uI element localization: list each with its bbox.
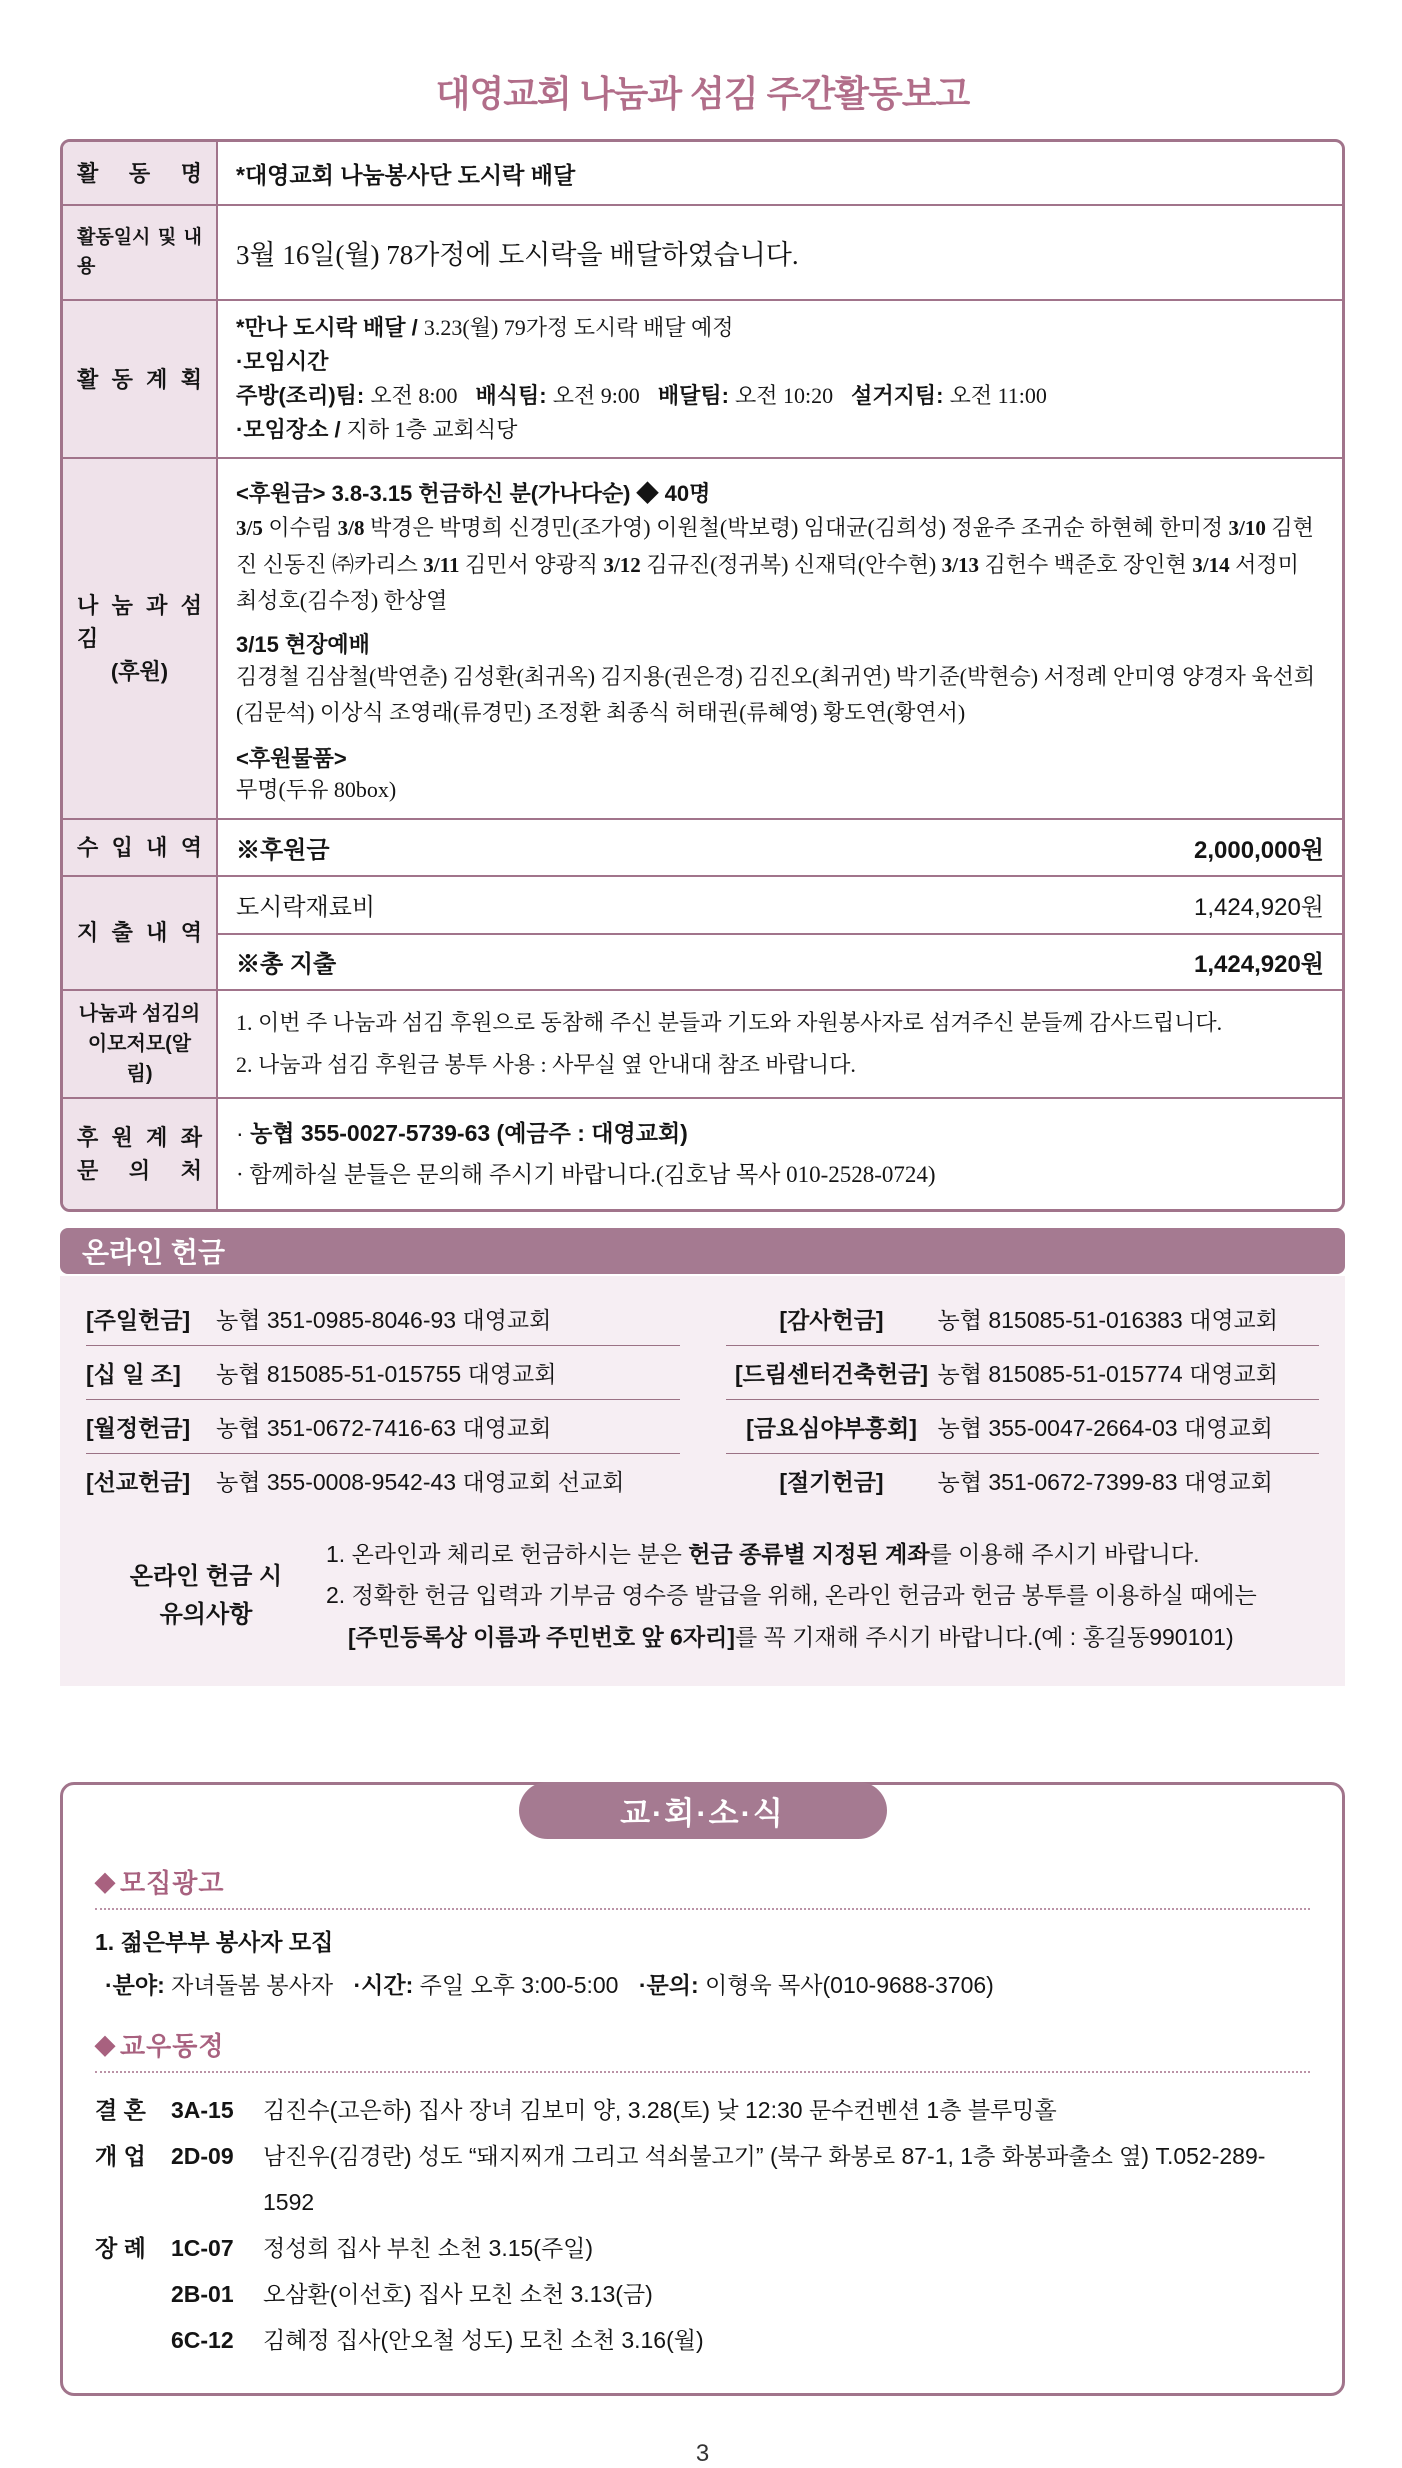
church-news-box (60, 1782, 1345, 2396)
income-value (218, 820, 1342, 875)
row-sharing (63, 457, 1342, 818)
onsite-worship-heading: 3/15 현장예배 (236, 631, 370, 657)
sharing-value (218, 459, 1342, 818)
notice-text (326, 1534, 1319, 1658)
diamond-icon: ◆ (95, 2029, 116, 2060)
online-accounts-right (726, 1292, 1320, 1508)
activity-plan-label: 활 동 계 획 (63, 301, 218, 457)
news-row-funeral-1: 장 례 1C-07 정성희 집사 부친 소천 3.15(주일) (95, 2235, 594, 2262)
page-title: 대영교회 나눔과 섬김 주간활동보고 (435, 73, 970, 114)
announcements-value (218, 991, 1342, 1097)
account-row-friday-revival: [금요심야부흥회] 농협 355-0047-2664-03 대영교회 (726, 1400, 1320, 1454)
account-row-monthly: [월정헌금] 농협 351-0672-7416-63 대영교회 (86, 1400, 680, 1454)
weekly-report-table (60, 139, 1345, 1212)
account-row-seasonal: [절기헌금] 농협 351-0672-7399-83 대영교회 (779, 1469, 1273, 1496)
account-row-mission: [선교헌금] 농협 355-0008-9542-43 대영교회 선교회 (86, 1469, 625, 1496)
online-accounts-grid (86, 1292, 1319, 1508)
news-row-funeral-2: 2B-01 오삼환(이선호) 집사 모친 소천 3.13(금) (171, 2281, 653, 2308)
income-line: ※후원금 2,000,000원 (236, 836, 1324, 864)
plan-line-1: *만나 도시락 배달 / 3.23(월) 79가정 도시락 배달 예정 (236, 315, 734, 340)
goods-heading: <후원물품> (236, 745, 347, 771)
online-giving-body (60, 1276, 1345, 1686)
recruit-item-title: 1. 젊은부부 봉사자 모집 (95, 1929, 334, 1956)
news-row-opening: 개 업 2D-09 남진우(김경란) 성도 “돼지찌개 그리고 석쇠불고기” (북구 화봉로 87-1, 1층 화봉파출소 옆) T.052-289-1592 (95, 2143, 1266, 2216)
notice-line-3: [주민등록상 이름과 주민번호 앞 6자리]를 꼭 기재해 주시기 바랍니다.(예 : 홍길동990101) (348, 1623, 1234, 1650)
notice-label: 온라인 헌금 시 유의사항 (129, 1562, 283, 1629)
support-account-value (218, 1099, 1342, 1209)
activity-name-label: 활 동 명 (63, 142, 218, 204)
plan-line-3: 주방(조리)팀: 오전 8:00 배식팀: 오전 9:00 배달팀: 오전 10:20 설거지팀: 오전 11:00 (236, 383, 1047, 409)
plan-line-2: ·모임시간 (236, 349, 329, 375)
news-row-wedding: 결 혼 3A-15 김진수(고은하) 집사 장녀 김보미 양, 3.28(토) 낮 12:30 문수컨벤션 1층 블루밍홀 (95, 2097, 1057, 2124)
dotted-divider (95, 1908, 1310, 1910)
support-account-label: 후 원 계 좌 문 의 처 (63, 1099, 218, 1209)
recruit-item-detail: ·분야: 자녀돌봄 봉사자 ·시간: 주일 오후 3:00-5:00 ·문의: 이형욱 목사(010-9688-3706) (105, 1972, 994, 1999)
dotted-divider (95, 2071, 1310, 2073)
activity-datetime-value: 3월 16일(월) 78가정에 도시락을 배달하였습니다. (236, 240, 799, 270)
account-row-dreamcenter: [드림센터건축헌금] 농협 815085-51-015774 대영교회 (726, 1346, 1320, 1400)
row-activity-name (63, 142, 1342, 204)
account-row-tithe: [십 일 조] 농협 815085-51-015755 대영교회 (86, 1346, 680, 1400)
donation-heading: <후원금> 3.8-3.15 헌금하신 분(가나다순) ◆ 40명 (236, 481, 711, 507)
row-expense (63, 875, 1342, 989)
news-row-funeral-3: 6C-12 김혜정 집사(안오철 성도) 모친 소천 3.16(월) (171, 2327, 704, 2354)
page-number: 3 (695, 2440, 710, 2468)
support-account-contact: · 함께하실 분들은 문의해 주시기 바랍니다.(김호남 목사 010-2528-0724) (236, 1161, 936, 1187)
online-giving-notice (86, 1534, 1319, 1658)
row-activity-plan (63, 299, 1342, 457)
plan-line-4: ·모임장소 / 지하 1층 교회식당 (236, 417, 518, 443)
row-announcements (63, 989, 1342, 1097)
expense-item-row: 도시락재료비 1,424,920원 (236, 894, 1324, 922)
notice-line-1: 1. 온라인과 체리로 헌금하시는 분은 헌금 종류별 지정된 계좌를 이용해 주시기 바랍니다. (326, 1540, 1200, 1567)
income-label: 수 입 내 역 (63, 820, 218, 875)
expense-total-row: ※총 지출 1,424,920원 (218, 933, 1342, 989)
online-giving-header: 온라인 헌금 (60, 1228, 1345, 1274)
row-income (63, 818, 1342, 875)
activity-datetime-label: 활동일시 및 내용 (63, 206, 218, 299)
account-row-sunday: [주일헌금] 농협 351-0985-8046-93 대영교회 (86, 1292, 680, 1346)
announcement-1: 1. 이번 주 나눔과 섬김 후원으로 동참해 주신 분들과 기도와 자원봉사자로 섬겨주신 분들께 감사드립니다. (236, 1010, 1223, 1036)
recruit-section-heading: ◆ 모집광고 (95, 1866, 225, 1899)
expense-value (218, 877, 1342, 989)
announcements-label: 나눔과 섬김의 이모저모(알림) (63, 991, 218, 1097)
diamond-icon: ◆ (95, 1866, 116, 1897)
member-news-section-heading: ◆ 교우동정 (95, 2029, 225, 2062)
donor-names: 3/5 이수림 3/8 박경은 박명희 신경민(조가영) 이원철(박보령) 임대균(김희성) 정윤주 조귀순 하현혜 한미정 3/10 김현진 신동진 ㈜카리스 3/11 김민서 양광직 3/12 김규진(정귀복) 신재덕(안수현) 3/13 김헌수 백준호 장인현 3/14 서정미 최성호(김수정) 한상열 (236, 515, 1314, 614)
sharing-label: 나 눔 과 섬 김 (후원) (63, 459, 218, 818)
online-accounts-left (86, 1292, 680, 1508)
notice-line-2: 2. 정확한 헌금 입력과 기부금 영수증 발급을 위해, 온라인 헌금과 헌금 봉투를 이용하실 때에는 (326, 1582, 1257, 1609)
account-row-thanksgiving: [감사헌금] 농협 815085-51-016383 대영교회 (726, 1292, 1320, 1346)
page-content (60, 0, 1345, 2468)
onsite-donor-names: 김경철 김삼철(박연춘) 김성환(최귀옥) 김지용(권은경) 김진오(최귀연) 박기준(박현승) 서정례 안미영 양경자 육선희(김문석) 이상식 조영래(류경민) 조정환 최종식 허태권(류혜영) 황도연(황연서) (236, 663, 1316, 726)
activity-name-value: *대영교회 나눔봉사단 도시락 배달 (236, 161, 576, 188)
goods-value: 무명(두유 80box) (236, 776, 397, 802)
row-support-account (63, 1097, 1342, 1209)
activity-plan-value (218, 301, 1342, 457)
expense-label: 지 출 내 역 (63, 877, 218, 989)
announcement-2: 2. 나눔과 섬김 후원금 봉투 사용 : 사무실 옆 안내대 참조 바랍니다. (236, 1051, 856, 1077)
church-news-title: 교·회·소·식 (519, 1782, 887, 1839)
support-account-number: · 농협 355-0027-5739-63 (예금주 : 대영교회) (236, 1119, 688, 1146)
row-activity-datetime (63, 204, 1342, 299)
member-news-rows (95, 2087, 1310, 2363)
